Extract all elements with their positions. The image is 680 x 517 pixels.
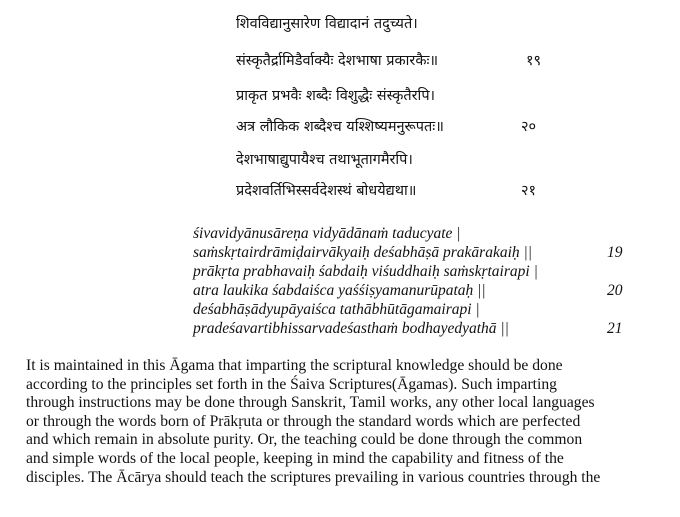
transliteration-line-4: atra laukika śabdaiśca yaśśiṣyamanurūpataḥ || — [193, 282, 486, 299]
translation-line-6: and simple words of the local people, keeping in mind the capability and fitness of the — [26, 449, 564, 467]
devanagari-line-3: प्राकृत प्रभवैः शब्दैः विशुद्धैः संस्कृतैरपि। — [236, 88, 436, 104]
transliteration-verse-number-20: 20 — [607, 282, 623, 299]
transliteration-line-2: saṁskṛtairdrāmiḍairvākyaiḥ deśabhāṣā prakārakaiḥ || — [193, 244, 533, 261]
translation-line-1: It is maintained in this Āgama that imparting the scriptural knowledge should be done — [26, 357, 563, 374]
translation-line-4: or through the words born of Prākṛuta or through the standard words which are perfected — [26, 412, 581, 430]
devanagari-verse-number-20: २० — [521, 119, 537, 135]
translation-line-5: and which remain in absolute purity. Or, the teaching could be done through the common — [26, 431, 583, 449]
transliteration-line-6: pradeśavartibhissarvadeśasthaṁ bodhayedyathā || — [193, 320, 509, 337]
translation-paragraph — [26, 357, 666, 487]
devanagari-line-1: शिवविद्यानुसारेण विद्यादानं तदुच्यते। — [236, 16, 418, 32]
translation-line-2: according to the principles set forth in the Śaiva Scriptures(Āgamas). Such imparting — [26, 375, 557, 393]
devanagari-line-4: अत्र लौकिक शब्दैश्च यश्शिष्यमनुरूपतः॥ — [236, 119, 444, 135]
transliteration-line-3: prākṛta prabhavaiḥ śabdaiḥ viśuddhaiḥ saṁskṛtairapi | — [193, 263, 538, 280]
devanagari-verse-number-21: २१ — [521, 183, 537, 199]
devanagari-line-2: संस्कृतैर्द्रामिडैर्वाक्यैः देशभाषा प्रकारकैः॥ — [236, 53, 439, 69]
devanagari-line-5: देशभाषाद्युपायैश्च तथाभूतागमैरपि। — [236, 152, 413, 168]
transliteration-verse-number-21: 21 — [607, 320, 623, 337]
devanagari-verse-number-19: १९ — [526, 53, 542, 69]
transliteration-line-1: śivavidyānusāreṇa vidyādānaṁ taducyate | — [193, 225, 461, 242]
transliteration-line-5: deśabhāṣādyupāyaiśca tathābhūtāgamairapi | — [193, 301, 480, 318]
translation-line-7: disciples. The Ācārya should teach the scriptures prevailing in various countries through the — [26, 468, 601, 486]
transliteration-verse-number-19: 19 — [607, 244, 623, 261]
devanagari-line-6: प्रदेशवर्तिभिस्सर्वदेशस्थं बोधयेद्यथा॥ — [236, 183, 417, 199]
translation-line-3: through instructions may be done through Sanskrit, Tamil works, any other local languages — [26, 394, 595, 412]
